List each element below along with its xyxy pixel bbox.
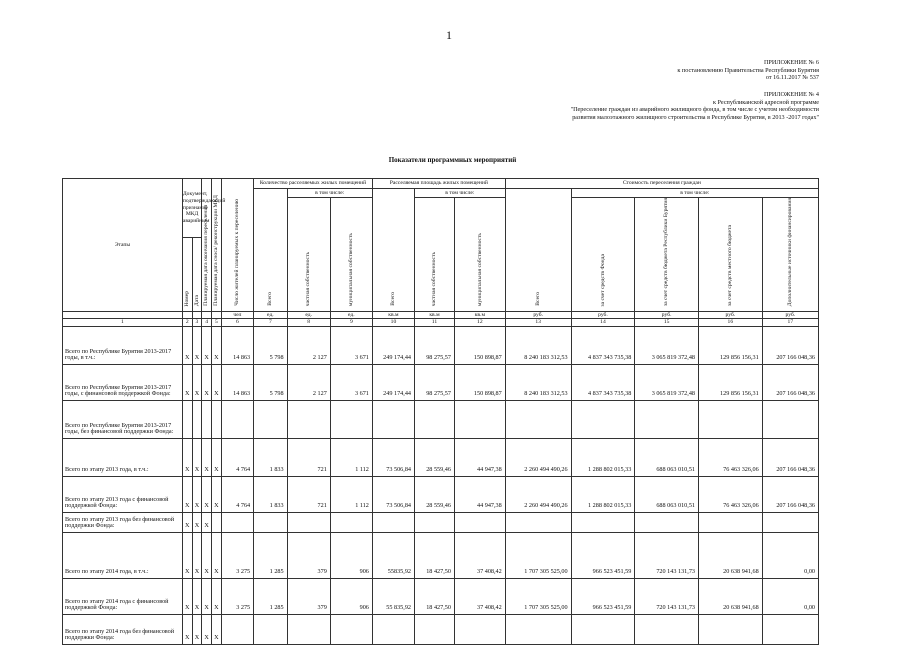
table-cell: Х xyxy=(212,438,222,476)
unit-rub: руб. xyxy=(762,311,818,319)
table-cell: 8 240 183 312,53 xyxy=(505,364,571,400)
row-label: Всего по этапу 2014 года с финансовой поддержкой Фонда: xyxy=(63,578,183,614)
table-cell: 966 523 451,59 xyxy=(571,532,635,578)
table-cell: 1 707 305 525,00 xyxy=(505,532,571,578)
table-cell: Х xyxy=(192,532,202,578)
table-cell: Х xyxy=(192,578,202,614)
table-cell xyxy=(415,614,455,644)
unit-people: чел xyxy=(221,311,253,319)
header-doc-date: Дата xyxy=(192,237,202,311)
document-title: Показатели программных мероприятий xyxy=(388,156,517,164)
table-cell: Х xyxy=(182,512,192,532)
table-cell xyxy=(762,400,818,438)
column-number: 2 xyxy=(182,319,192,327)
appendix-4-ref: к Республиканской адресной программе xyxy=(713,98,819,106)
table-cell: Х xyxy=(192,438,202,476)
table-cell: Х xyxy=(192,614,202,644)
table-row xyxy=(63,614,819,644)
table-cell: Х xyxy=(182,476,192,512)
table-cell: 98 275,57 xyxy=(415,326,455,364)
table-cell xyxy=(212,400,222,438)
table-cell: 20 638 941,68 xyxy=(699,578,763,614)
table-cell xyxy=(372,400,414,438)
table-cell: 4 837 343 735,38 xyxy=(571,364,635,400)
table-cell: 207 166 048,36 xyxy=(762,476,818,512)
table-cell: 73 506,84 xyxy=(372,438,414,476)
table-cell xyxy=(254,614,287,644)
row-label: Всего по этапу 2013 года с финансовой поддержкой Фонда: xyxy=(63,476,183,512)
table-cell: Х xyxy=(202,364,212,400)
table-cell: 76 463 326,06 xyxy=(699,476,763,512)
table-cell: 249 174,44 xyxy=(372,364,414,400)
table-cell: 379 xyxy=(287,578,330,614)
table-cell: 249 174,44 xyxy=(372,326,414,364)
header-cost-rb: за счет средств бюджета Республики Бурятия xyxy=(635,198,699,312)
table-cell: 44 947,38 xyxy=(454,438,505,476)
table-cell: Х xyxy=(202,326,212,364)
column-number: 10 xyxy=(372,319,414,327)
table-cell: 721 xyxy=(287,438,330,476)
table-cell xyxy=(454,614,505,644)
table-cell: 207 166 048,36 xyxy=(762,326,818,364)
row-label: Всего по этапу 2013 года, в т.ч.: xyxy=(63,438,183,476)
table-cell: 1 833 xyxy=(254,438,287,476)
header-cost-group: Стоимость переселения граждан xyxy=(505,179,818,189)
table-cell xyxy=(699,400,763,438)
table-cell: 73 506,84 xyxy=(372,476,414,512)
table-cell: 44 947,38 xyxy=(454,476,505,512)
table-cell xyxy=(221,614,253,644)
unit-sqm: кв.м xyxy=(454,311,505,319)
table-cell: 3 275 xyxy=(221,532,253,578)
table-cell: 379 xyxy=(287,532,330,578)
table-cell: 1 112 xyxy=(330,438,372,476)
table-cell: 18 427,50 xyxy=(415,578,455,614)
table-cell: Х xyxy=(202,438,212,476)
table-cell: 2 260 494 490,26 xyxy=(505,438,571,476)
table-cell: 20 638 941,68 xyxy=(699,532,763,578)
table-cell xyxy=(330,400,372,438)
header-doc-number: Номер xyxy=(182,237,192,311)
table-cell: 1 285 xyxy=(254,532,287,578)
table-row xyxy=(63,512,819,532)
table-cell: Х xyxy=(182,614,192,644)
table-cell: 150 898,87 xyxy=(454,364,505,400)
table-cell: 98 275,57 xyxy=(415,364,455,400)
row-label: Всего по этапу 2013 года без финансовой поддержки Фонда: xyxy=(63,512,183,532)
header-area-group: Расселяемая площадь жилых помещений xyxy=(372,179,505,189)
table-cell: Х xyxy=(192,512,202,532)
table-cell: 18 427,50 xyxy=(415,532,455,578)
table-cell xyxy=(505,512,571,532)
header-rooms-incl: в том числе: xyxy=(287,189,372,198)
header-residents: Число жителей планируемых к переселению xyxy=(221,179,253,312)
table-cell: Х xyxy=(192,326,202,364)
appendix-4-title: ПРИЛОЖЕНИЕ № 4 xyxy=(763,91,819,98)
table-cell: 207 166 048,36 xyxy=(762,364,818,400)
column-number: 8 xyxy=(287,319,330,327)
column-number: 1 xyxy=(63,319,183,327)
table-cell: 14 863 xyxy=(221,364,253,400)
table-cell: 129 856 156,31 xyxy=(699,364,763,400)
table-cell: 37 408,42 xyxy=(454,532,505,578)
table-cell: Х xyxy=(212,364,222,400)
header-doc: Документ, подтверждающий признание МКД аварийным xyxy=(182,179,201,238)
table-cell: 0,00 xyxy=(762,578,818,614)
table-cell: 28 559,46 xyxy=(415,438,455,476)
table-cell xyxy=(635,512,699,532)
table-cell xyxy=(330,614,372,644)
unit-rub: руб. xyxy=(505,311,571,319)
table-cell xyxy=(762,614,818,644)
table-cell: 37 408,42 xyxy=(454,578,505,614)
table-cell xyxy=(202,400,212,438)
row-label: Всего по этапу 2014 года, в т.ч.: xyxy=(63,532,183,578)
header-area-municipal: муниципальная собственность xyxy=(454,198,505,312)
header-cost-incl: в том числе: xyxy=(571,189,818,198)
column-number: 11 xyxy=(415,319,455,327)
table-cell: 3 671 xyxy=(330,326,372,364)
table-cell: 4 764 xyxy=(221,438,253,476)
column-number: 14 xyxy=(571,319,635,327)
appendix-4-program-2: развития малоэтажного жилищного строительства в Республике Бурятия, в 2013 -2017 годах" xyxy=(572,113,819,121)
header-rooms-municipal: муниципальная собственность xyxy=(330,198,372,312)
table-cell: Х xyxy=(212,532,222,578)
table-cell: Х xyxy=(202,532,212,578)
table-cell xyxy=(454,400,505,438)
table-cell: 3 275 xyxy=(221,578,253,614)
table-cell xyxy=(571,614,635,644)
table-cell xyxy=(287,400,330,438)
table-row xyxy=(63,578,819,614)
table-cell xyxy=(762,512,818,532)
unit-rub: руб. xyxy=(571,311,635,319)
table-cell: 207 166 048,36 xyxy=(762,438,818,476)
table-cell: 1 288 802 015,33 xyxy=(571,438,635,476)
appendix-6-block xyxy=(677,59,819,82)
unit-rub: руб. xyxy=(699,311,763,319)
table-cell xyxy=(287,614,330,644)
header-cost-total: Всего xyxy=(505,189,571,312)
header-area-incl: в том числе: xyxy=(415,189,506,198)
table-row xyxy=(63,532,819,578)
table-cell: 0,00 xyxy=(762,532,818,578)
appendix-4-program-1: "Переселение граждан из аварийного жилищного фонда, в том числе с учетом необходимости xyxy=(570,106,819,114)
table-cell xyxy=(505,400,571,438)
table-cell: Х xyxy=(212,578,222,614)
table-cell xyxy=(221,400,253,438)
header-stages: Этапы xyxy=(63,179,183,312)
table-cell: 720 143 131,73 xyxy=(635,578,699,614)
table-row xyxy=(63,400,819,438)
table-cell: Х xyxy=(212,614,222,644)
table-cell: Х xyxy=(182,578,192,614)
appendix-6-date: от 16.11.2017 № 537 xyxy=(765,74,819,82)
units-row xyxy=(63,311,819,319)
table-cell: 55835,92 xyxy=(372,532,414,578)
table-cell: Х xyxy=(202,614,212,644)
header-demolition-date: Планируемая дата сноса/ реконструкции МКД xyxy=(212,179,222,312)
indicators-table xyxy=(62,178,819,645)
table-cell xyxy=(505,614,571,644)
table-cell xyxy=(372,512,414,532)
table-cell: 150 898,87 xyxy=(454,326,505,364)
column-number: 12 xyxy=(454,319,505,327)
column-number: 4 xyxy=(202,319,212,327)
unit-units: ед. xyxy=(254,311,287,319)
unit-sqm: кв.м xyxy=(372,311,414,319)
column-number: 13 xyxy=(505,319,571,327)
column-number: 15 xyxy=(635,319,699,327)
table-cell xyxy=(635,400,699,438)
table-cell: Х xyxy=(202,476,212,512)
table-cell: 2 127 xyxy=(287,326,330,364)
table-row xyxy=(63,476,819,512)
row-label: Всего по этапу 2014 года без финансовой поддержки Фонда: xyxy=(63,614,183,644)
column-number: 9 xyxy=(330,319,372,327)
table-cell xyxy=(254,400,287,438)
header-cost-fund: за счет средств Фонда xyxy=(571,198,635,312)
table-cell: 129 856 156,31 xyxy=(699,326,763,364)
table-cell: 3 065 819 372,48 xyxy=(635,364,699,400)
table-cell: 721 xyxy=(287,476,330,512)
table-cell: 1 112 xyxy=(330,476,372,512)
table-cell xyxy=(635,614,699,644)
table-cell xyxy=(415,400,455,438)
table-cell: 55 835,92 xyxy=(372,578,414,614)
table-cell: Х xyxy=(212,326,222,364)
table-cell: 14 863 xyxy=(221,326,253,364)
table-row xyxy=(63,438,819,476)
table-row xyxy=(63,364,819,400)
column-number: 6 xyxy=(221,319,253,327)
appendix-6-ref: к постановлению Правительства Республики Бурятия xyxy=(677,66,819,74)
table-cell xyxy=(287,512,330,532)
unit-rub: руб. xyxy=(635,311,699,319)
header-rooms-private: частная собственность xyxy=(287,198,330,312)
table-cell: 4 837 343 735,38 xyxy=(571,326,635,364)
header-cost-extra: Дополнительные источники финансирования xyxy=(762,198,818,312)
unit-units: ед. xyxy=(330,311,372,319)
table-cell xyxy=(182,400,192,438)
row-label: Всего по Республике Бурятия 2013-2017 годы, без финансовой поддержки Фонда: xyxy=(63,400,183,438)
table-cell: 4 764 xyxy=(221,476,253,512)
header-cost-local: за счет средств местного бюджета xyxy=(699,198,763,312)
table-cell: 720 143 131,73 xyxy=(635,532,699,578)
table-cell: Х xyxy=(192,364,202,400)
table-cell: 1 285 xyxy=(254,578,287,614)
table-cell: Х xyxy=(202,578,212,614)
header-rooms-total: Всего xyxy=(254,189,287,312)
table-cell: 906 xyxy=(330,532,372,578)
table-cell: 906 xyxy=(330,578,372,614)
column-number: 7 xyxy=(254,319,287,327)
table-cell xyxy=(330,512,372,532)
table-cell: 1 833 xyxy=(254,476,287,512)
table-cell: 1 707 305 525,00 xyxy=(505,578,571,614)
table-cell xyxy=(221,512,253,532)
table-cell: 2 260 494 490,26 xyxy=(505,476,571,512)
unit-units: ед. xyxy=(287,311,330,319)
table-cell xyxy=(192,400,202,438)
table-cell xyxy=(254,512,287,532)
table-cell: 1 288 802 015,33 xyxy=(571,476,635,512)
table-cell: Х xyxy=(192,476,202,512)
header-area-total: Всего xyxy=(372,189,414,312)
table-cell xyxy=(372,614,414,644)
column-number: 5 xyxy=(212,319,222,327)
table-cell: 76 463 326,06 xyxy=(699,438,763,476)
table-cell: 8 240 183 312,53 xyxy=(505,326,571,364)
table-cell: 28 559,46 xyxy=(415,476,455,512)
table-cell: Х xyxy=(182,364,192,400)
column-number: 3 xyxy=(192,319,202,327)
table-row xyxy=(63,326,819,364)
appendix-4-block xyxy=(399,91,819,121)
row-label: Всего по Республике Бурятия 2013-2017 годы, с финансовой поддержкой Фонда: xyxy=(63,364,183,400)
column-numbers-row xyxy=(63,319,819,327)
row-label: Всего по Республике Бурятия 2013-2017 годы, в т.ч.: xyxy=(63,326,183,364)
header-plan-date: Планируемая дата окончания переселения xyxy=(202,179,212,312)
column-number: 17 xyxy=(762,319,818,327)
table-cell: Х xyxy=(182,438,192,476)
table-cell xyxy=(571,512,635,532)
header-area-private: частная собственность xyxy=(415,198,455,312)
column-number: 16 xyxy=(699,319,763,327)
table-cell: Х xyxy=(202,512,212,532)
table-cell: 2 127 xyxy=(287,364,330,400)
header-rooms-group: Количество расселяемых жилых помещений xyxy=(254,179,373,189)
table-cell xyxy=(699,512,763,532)
table-cell: Х xyxy=(182,532,192,578)
unit-sqm: кв.м xyxy=(415,311,455,319)
table-cell: 3 065 819 372,48 xyxy=(635,326,699,364)
table-cell xyxy=(212,512,222,532)
table-cell: 5 798 xyxy=(254,364,287,400)
table-cell xyxy=(699,614,763,644)
table-cell: 688 063 010,51 xyxy=(635,476,699,512)
table-cell: Х xyxy=(212,476,222,512)
table-cell xyxy=(571,400,635,438)
appendix-6-title: ПРИЛОЖЕНИЕ № 6 xyxy=(763,59,819,66)
table-cell xyxy=(415,512,455,532)
page-number: 1 xyxy=(446,28,452,42)
table-cell: Х xyxy=(182,326,192,364)
table-cell: 688 063 010,51 xyxy=(635,438,699,476)
table-cell: 5 798 xyxy=(254,326,287,364)
table-cell: 966 523 451,59 xyxy=(571,578,635,614)
table-cell xyxy=(454,512,505,532)
table-cell: 3 671 xyxy=(330,364,372,400)
